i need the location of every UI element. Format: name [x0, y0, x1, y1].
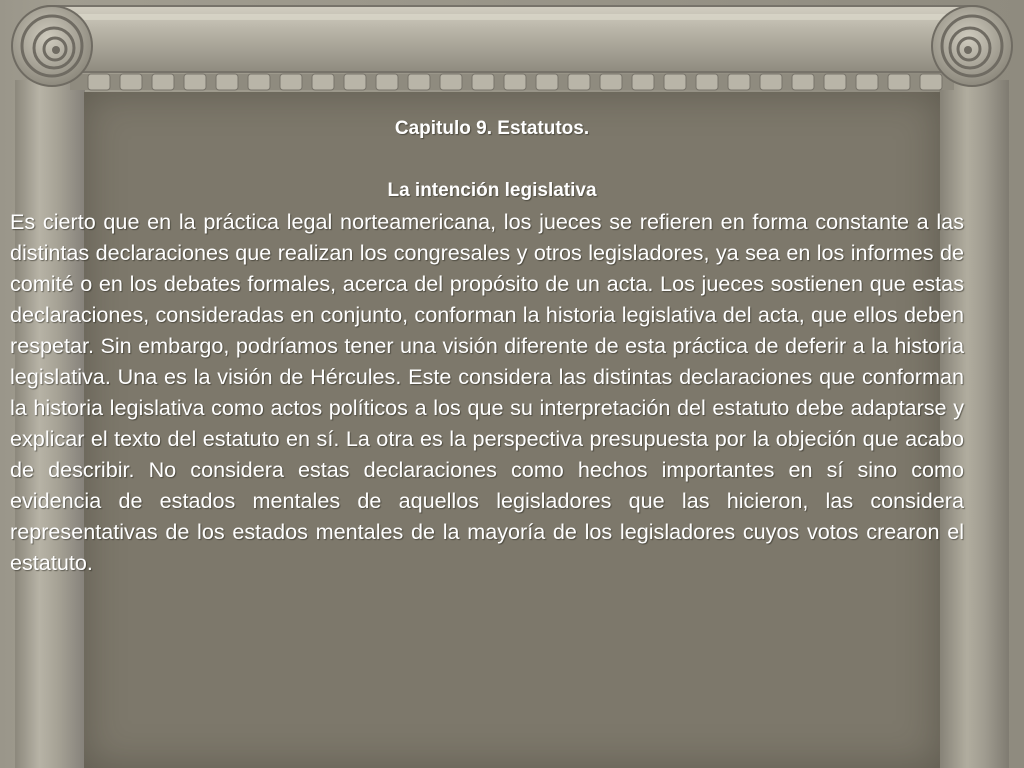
chapter-title: Capitulo 9. Estatutos. [394, 118, 590, 139]
section-title: La intención legislativa [387, 180, 597, 201]
left-volute-icon [12, 6, 92, 86]
dentil-row [70, 74, 954, 90]
slide-content [10, 118, 964, 578]
body-paragraph: Es cierto que en la práctica legal norteamericana, los jueces se refieren en forma constante a las distintas declaraciones que realizan los congresales y otros legisladores, ya sea en los informes de comité o en los debates formales, acerca del propósito de un acta. Los jueces sostienen que estas declaraciones, consideradas en conjunto, conforman la historia legislativa del acta, que ellos deben respetar. Sin embargo, podríamos tener una visión diferente de esta práctica de deferir a la historia legislativa. Una es la visión de Hércules. Este considera las distintas declaraciones que conforman la historia legislativa como actos políticos a los que su interpretación del estatuto debe adaptarse y explicar el texto del estatuto en sí. La otra es la perspectiva presupuesta por la objeción que acabo de describir. No considera estas declaraciones como hechos importantes en sí sino como evidencia de estados mentales de aquellos legisladores que las hicieron, las considera representativas de los estados mentales de la mayoría de los legisladores cuyos votos crearon el estatuto. [10, 209, 964, 575]
right-volute-icon [932, 6, 1012, 86]
column-capital [0, 0, 1024, 120]
